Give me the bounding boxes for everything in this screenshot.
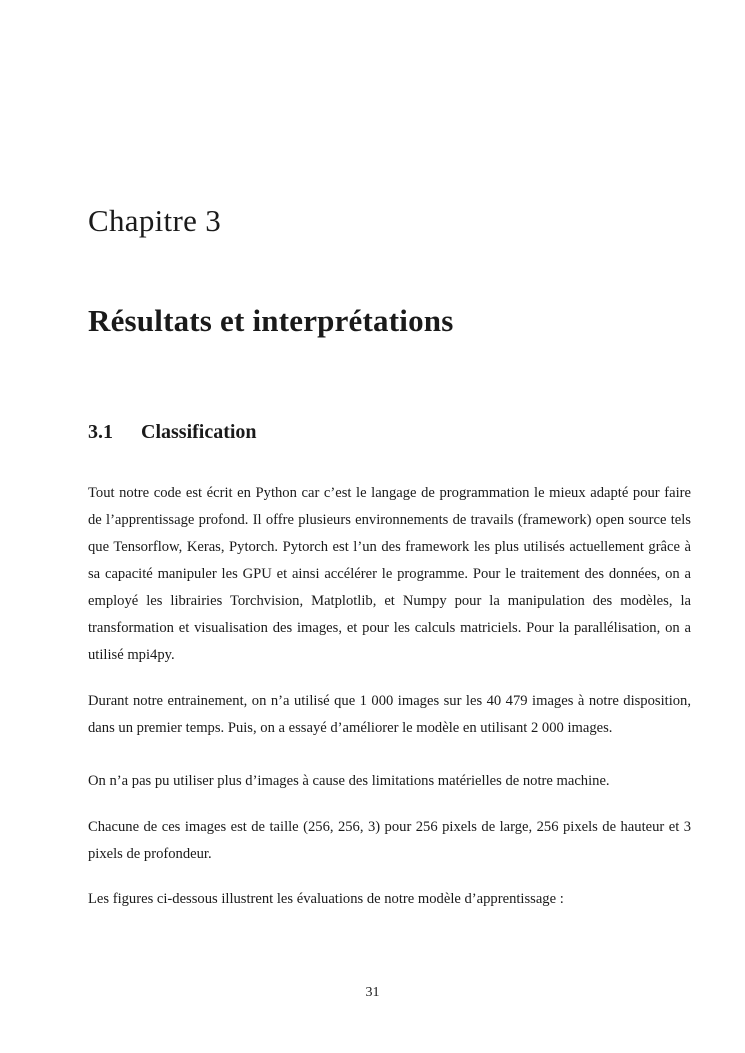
paragraph-training: Durant notre entrainement, on n’a utilisé que 1 000 images sur les 40 479 images à notre disposition, dans un premier temps. Puis, on a essayé d’améliorer le modèle en utilisant 2 000 images. (88, 693, 691, 736)
section-number: 3.1 (88, 421, 113, 443)
page-number: 31 (365, 985, 380, 1000)
section-title: Classification (141, 421, 257, 443)
paragraph-limitations: On n’a pas pu utiliser plus d’images à cause des limitations matérielles de notre machine. (88, 773, 610, 789)
paragraph-image-size: Chacune de ces images est de taille (256, 256, 3) pour 256 pixels de large, 256 pixels de hauteur et 3 pixels de profondeur. (88, 819, 691, 862)
section-heading (88, 421, 257, 444)
paragraph-figures-intro: Les figures ci-dessous illustrent les évaluations de notre modèle d’apprentissage : (88, 891, 564, 907)
paragraph-intro: Tout notre code est écrit en Python car c’est le langage de programmation le mieux adapté pour faire de l’apprentissage profond. Il offre plusieurs environnements de travails (framework) open source tels que Tensorflow, Keras, Pytorch. Pytorch est l’un des framework les plus utilisés actuellement grâce à sa capacité manipuler les GPU et ainsi accélérer le programme. Pour le traitement des données, on a employé les librairies Torchvision, Matplotlib, et Numpy pour la manipulation des modèles, la transformation et visualisation des images, et pour les calculs matriciels. Pour la parallélisation, on a utilisé mpi4py. (88, 485, 691, 663)
chapter-title: Résultats et interprétations (88, 303, 454, 338)
chapter-label: Chapitre 3 (88, 203, 221, 238)
